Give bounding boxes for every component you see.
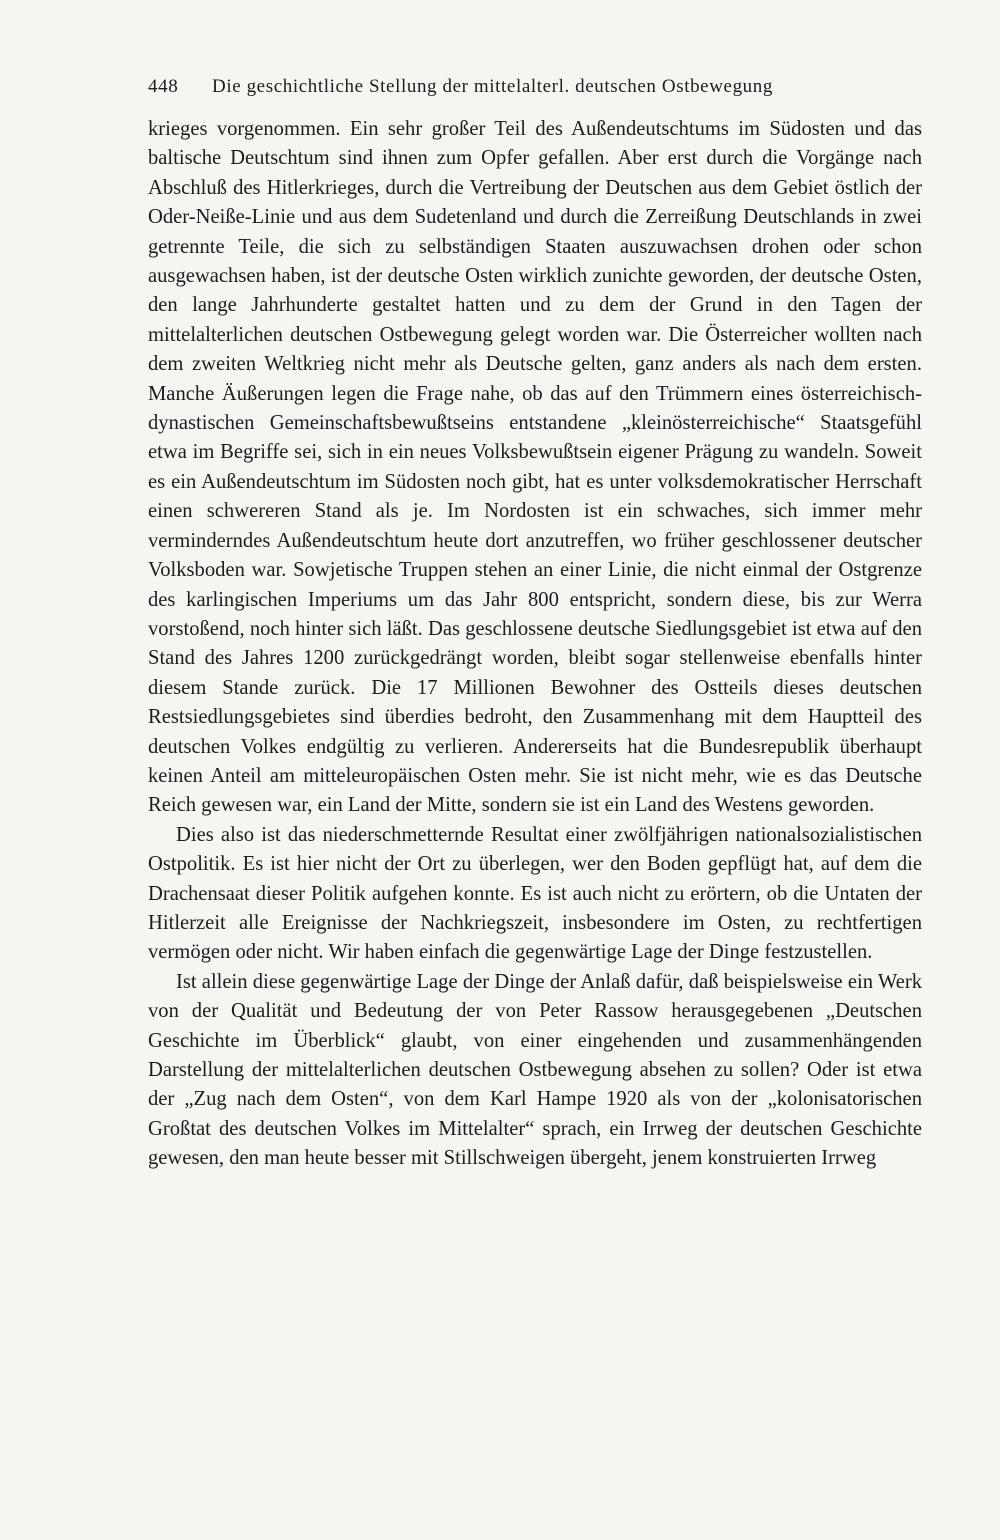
paragraph-continuation: krieges vorgenommen. Ein sehr großer Teil des Außendeutschtums im Südosten und das baltische Deutschtum sind ihnen zum Opfer gefallen. Aber erst durch die Vorgänge nach Abschluß des Hitlerkrieges, durch die Vertreibung der Deutschen aus dem Gebiet östlich der Oder-Neiße-Linie und aus dem Sudetenland und durch die Zerreißung Deutschlands in zwei getrennte Teile, die sich zu selbständigen Staaten auszuwachsen drohen oder schon ausgewachsen haben, ist der deutsche Osten wirklich zunichte geworden, der deutsche Osten, den lange Jahrhunderte gestaltet hatten und zu dem der Grund in den Tagen der mittelalterlichen deutschen Ostbewegung gelegt worden war. Die Österreicher wollten nach dem zweiten Weltkrieg nicht mehr als Deutsche gelten, ganz anders als nach dem ersten. Manche Äußerungen legen die Frage nahe, ob das auf den Trümmern eines österreichisch-dynastischen Gemeinschaftsbewußtseins entstandene „kleinösterreichische“ Staatsgefühl etwa im Begriffe sei, sich in ein neues Volksbewußtsein eigener Prägung zu wandeln. Soweit es ein Außendeutschtum im Südosten noch gibt, hat es unter volksdemokratischer Herrschaft einen schwereren Stand als je. Im Nordosten ist ein schwaches, sich immer mehr verminderndes Außendeutschtum heute dort anzutreffen, wo früher geschlossener deutscher Volksboden war. Sowjetische Truppen stehen an einer Linie, die nicht einmal der Ostgrenze des karlingischen Imperiums um das Jahr 800 entspricht, sondern diese, bis zur Werra vorstoßend, noch hinter sich läßt. Das geschlossene deutsche Siedlungsgebiet ist etwa auf den Stand des Jahres 1200 zurückgedrängt worden, bleibt sogar stellenweise ebenfalls hinter diesem Stande zurück. Die 17 Millionen Bewohner des Ostteils dieses deutschen Restsiedlungsgebietes sind überdies bedroht, den Zusammenhang mit dem Hauptteil des deutschen Volkes endgültig zu verlieren. Andererseits hat die Bundesrepublik überhaupt keinen Anteil am mitteleuropäischen Osten mehr. Sie ist nicht mehr, wie es das Deutsche Reich gewesen war, ein Land der Mitte, sondern sie ist ein Land des Westens geworden. [148,118,922,817]
paragraph: Dies also ist das niederschmetternde Resultat einer zwölfjährigen nationalsozialistischen Ostpolitik. Es ist hier nicht der Ort zu überlegen, wer den Boden gepflügt hat, auf dem die Drachensaat dieser Politik aufgehen konnte. Es ist auch nicht zu erörtern, ob die Untaten der Hitlerzeit alle Ereignisse der Nachkriegszeit, insbesondere im Osten, zu rechtfertigen vermögen oder nicht. Wir haben einfach die gegenwärtige Lage der Dinge festzustellen. [148,823,922,964]
paragraph: Ist allein diese gegenwärtige Lage der Dinge der Anlaß dafür, daß beispielsweise ein Werk von der Qualität und Bedeutung der von Peter Rassow herausgegebenen „Deutschen Geschichte im Überblick“ glaubt, von einer eingehenden und zusammenhängenden Darstellung der mittelalterlichen deutschen Ostbewegung absehen zu sollen? Oder ist etwa der „Zug nach dem Osten“, von dem Karl Hampe 1920 als von der „kolonisatorischen Großtat des deutschen Volkes im Mittelalter“ sprach, ein Irrweg der deutschen Geschichte gewesen, den man heute besser mit Stillschweigen übergeht, jenem konstruierten Irrweg [148,970,922,1170]
running-header [148,70,922,104]
page-number: 448 [148,76,179,97]
running-title: Die geschichtliche Stellung der mittelalterl. deutschen Ostbewegung [212,76,773,97]
body-text [148,115,922,1174]
book-page [148,70,922,1174]
